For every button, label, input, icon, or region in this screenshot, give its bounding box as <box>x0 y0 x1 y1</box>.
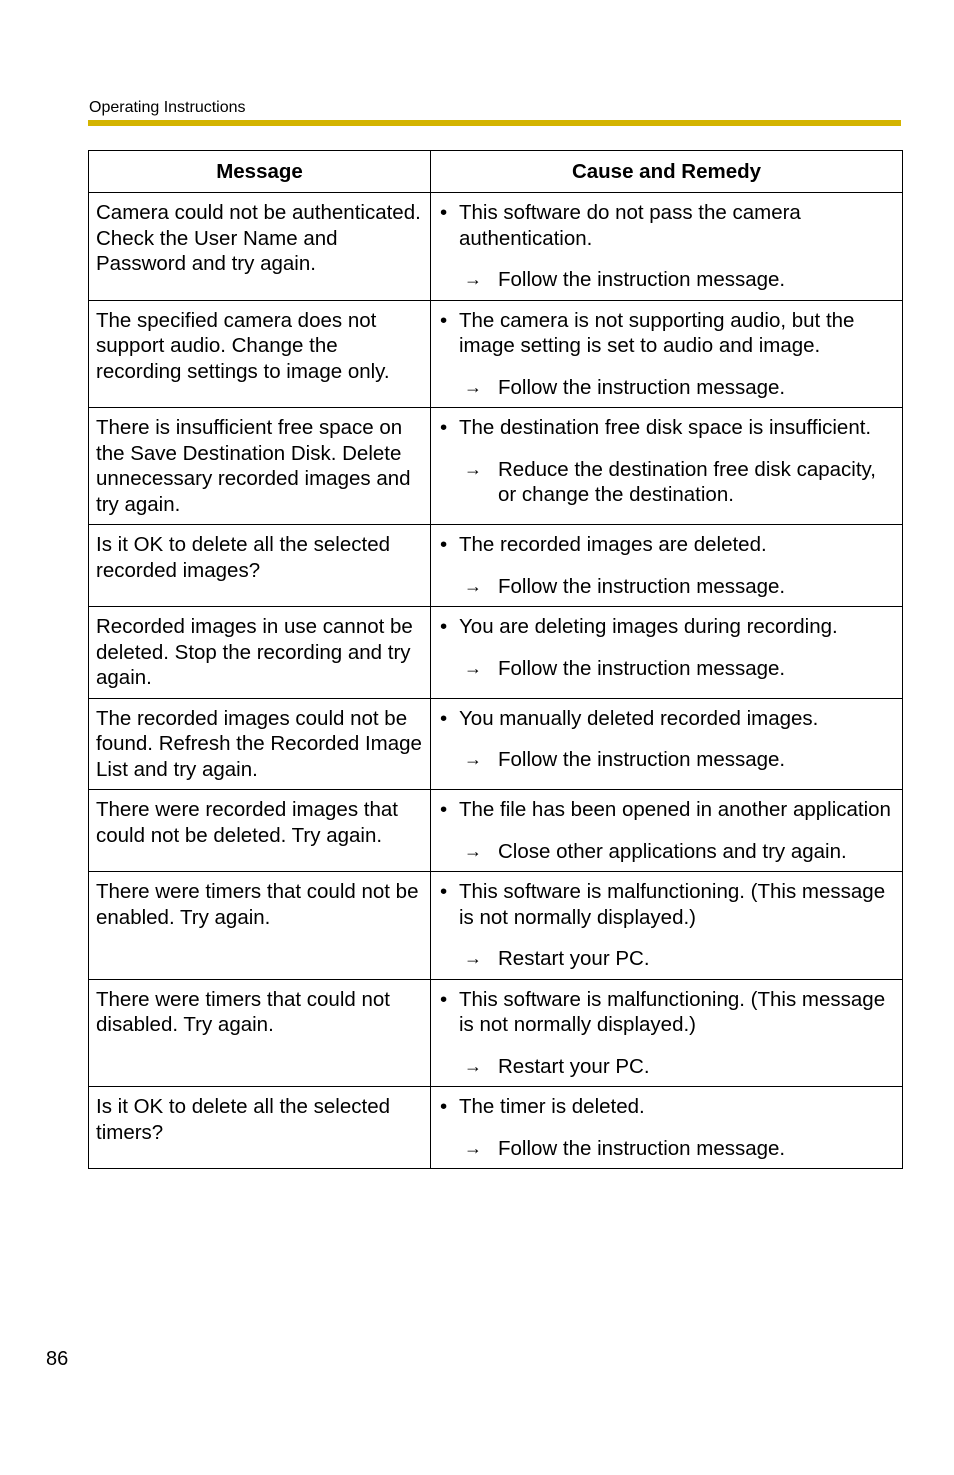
cause-item <box>438 987 896 1038</box>
cause-remedy-cell <box>431 698 903 790</box>
message-cell: Recorded images in use cannot be deleted. Stop the recording and try again. <box>89 607 431 699</box>
remedy-item <box>438 574 896 600</box>
cause-item <box>438 415 896 441</box>
bullet-icon: • <box>440 1095 448 1118</box>
message-cell: There were timers that could not disabled. Try again. <box>89 979 431 1087</box>
remedy-text: Restart your PC. <box>498 1054 650 1078</box>
document-header-label: Operating Instructions <box>89 99 246 116</box>
cause-item <box>438 797 896 823</box>
bullet-icon: • <box>440 987 448 1011</box>
cause-text: This software is malfunctioning. (This message is not normally displayed.) <box>459 880 886 929</box>
arrow-right-icon: → <box>464 1055 482 1076</box>
arrow-right-icon: → <box>464 1137 482 1158</box>
remedy-text: Follow the instruction message. <box>498 1136 786 1160</box>
table-row <box>89 607 903 699</box>
page-number: 86 <box>46 1348 69 1370</box>
cause-item <box>438 706 896 732</box>
bullet-icon: • <box>440 533 448 556</box>
cause-remedy-cell <box>431 979 903 1087</box>
arrow-right-icon: → <box>464 657 482 678</box>
cause-text: You manually deleted recorded images. <box>459 706 819 730</box>
bullet-icon: • <box>440 798 448 821</box>
cause-remedy-cell <box>431 872 903 980</box>
cause-remedy-cell <box>431 525 903 607</box>
column-header-cause-remedy: Cause and Remedy <box>431 151 903 193</box>
cause-remedy-cell <box>431 790 903 872</box>
cause-text: The camera is not supporting audio, but the image setting is set to audio and image. <box>459 308 855 357</box>
remedy-item <box>438 1136 896 1162</box>
table-row <box>89 790 903 872</box>
message-cell: There were timers that could not be enabled. Try again. <box>89 872 431 980</box>
remedy-text: Follow the instruction message. <box>498 748 786 771</box>
cause-text: This software is malfunctioning. (This message is not normally displayed.) <box>459 987 886 1036</box>
remedy-item <box>438 267 896 293</box>
arrow-right-icon: → <box>464 458 482 479</box>
table-row <box>89 525 903 607</box>
table-body <box>89 193 903 1169</box>
message-cell: Is it OK to delete all the selected timers? <box>89 1087 431 1169</box>
cause-remedy-cell <box>431 1087 903 1169</box>
remedy-text: Follow the instruction message. <box>498 574 786 598</box>
bullet-icon: • <box>440 880 448 903</box>
cause-text: You are deleting images during recording. <box>459 615 838 638</box>
remedy-text: Close other applications and try again. <box>498 839 847 863</box>
cause-item <box>438 879 896 930</box>
message-cell: There is insufficient free space on the Save Destination Disk. Delete unnecessary recorded images and try again. <box>89 408 431 525</box>
messages-table <box>88 150 903 1169</box>
cause-text: This software do not pass the camera authentication. <box>459 201 801 250</box>
cause-text: The recorded images are deleted. <box>459 533 767 556</box>
remedy-item <box>438 375 896 401</box>
cause-text: The destination free disk space is insufficient. <box>459 416 872 439</box>
table-row <box>89 193 903 301</box>
column-header-message: Message <box>89 151 431 193</box>
cause-item <box>438 614 896 640</box>
cause-remedy-cell <box>431 607 903 699</box>
remedy-text: Restart your PC. <box>498 947 650 970</box>
arrow-right-icon: → <box>464 749 482 769</box>
remedy-text: Follow the instruction message. <box>498 656 786 680</box>
cause-remedy-cell <box>431 408 903 525</box>
remedy-item <box>438 656 896 682</box>
bullet-icon: • <box>440 416 448 439</box>
bullet-icon: • <box>440 308 448 332</box>
arrow-right-icon: → <box>464 376 482 397</box>
header-rule <box>88 120 901 126</box>
message-cell: There were recorded images that could not be deleted. Try again. <box>89 790 431 872</box>
table-row <box>89 300 903 408</box>
table-row <box>89 698 903 790</box>
arrow-right-icon: → <box>464 575 482 596</box>
cause-item <box>438 1094 896 1120</box>
table-header-row <box>89 151 903 193</box>
arrow-right-icon: → <box>464 269 482 289</box>
cause-text: The timer is deleted. <box>459 1095 645 1118</box>
cause-remedy-cell <box>431 300 903 408</box>
remedy-item <box>438 946 896 972</box>
remedy-text: Follow the instruction message. <box>498 268 786 291</box>
remedy-item <box>438 1054 896 1080</box>
cause-item <box>438 200 896 251</box>
arrow-right-icon: → <box>464 948 482 968</box>
table-row <box>89 979 903 1087</box>
cause-item <box>438 532 896 558</box>
table-row <box>89 408 903 525</box>
remedy-item <box>438 457 896 508</box>
table-row <box>89 872 903 980</box>
cause-remedy-cell <box>431 193 903 301</box>
message-cell: The recorded images could not be found. Refresh the Recorded Image List and try again. <box>89 698 431 790</box>
message-cell: Camera could not be authenticated. Check the User Name and Password and try again. <box>89 193 431 301</box>
bullet-icon: • <box>440 201 448 224</box>
remedy-item <box>438 747 896 773</box>
message-cell: The specified camera does not support audio. Change the recording settings to image only. <box>89 300 431 408</box>
bullet-icon: • <box>440 706 448 730</box>
remedy-item <box>438 839 896 865</box>
bullet-icon: • <box>440 615 448 638</box>
arrow-right-icon: → <box>464 840 482 861</box>
remedy-text: Reduce the destination free disk capacity, or change the destination. <box>498 457 876 506</box>
cause-text: The file has been opened in another application <box>459 798 891 821</box>
table-row <box>89 1087 903 1169</box>
cause-item <box>438 308 896 359</box>
message-cell: Is it OK to delete all the selected recorded images? <box>89 525 431 607</box>
remedy-text: Follow the instruction message. <box>498 375 786 399</box>
